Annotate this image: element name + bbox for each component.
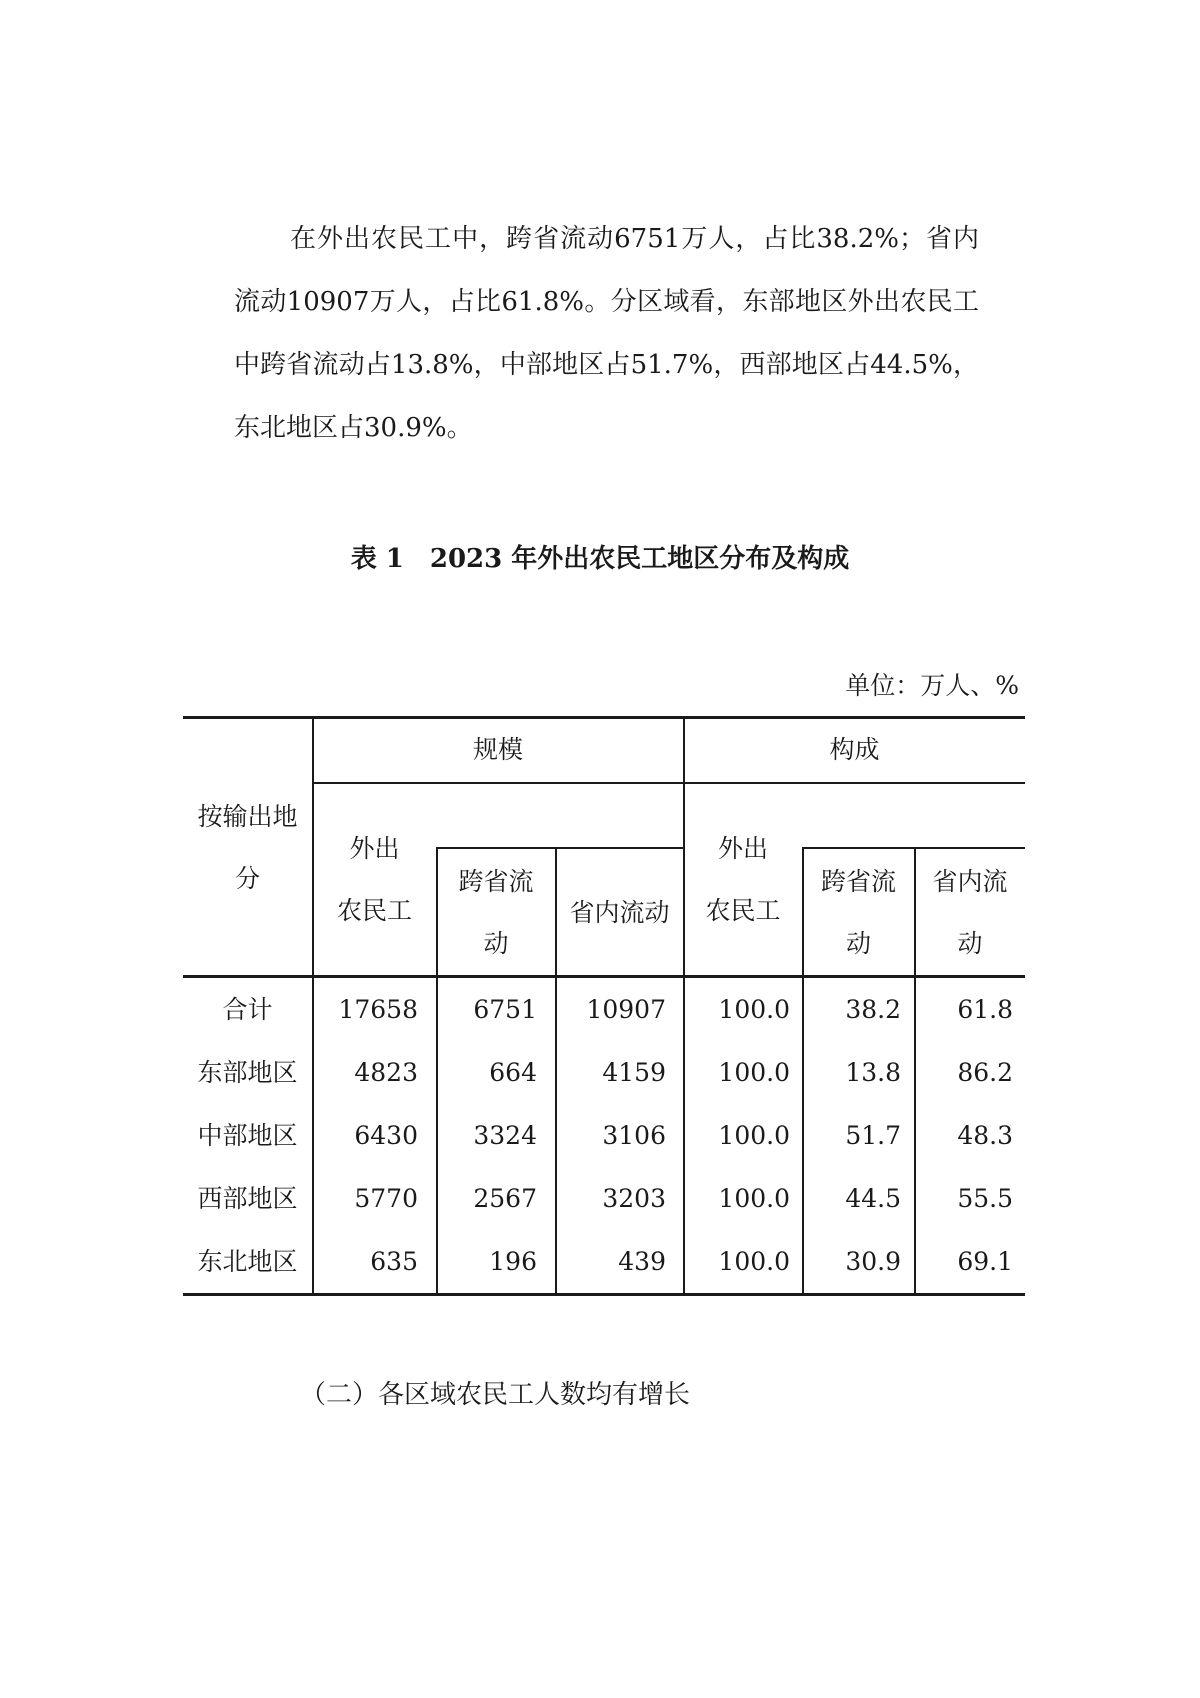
table-cell-pct-total: 100.0 — [718, 1058, 790, 1087]
table-cell-pct-cross: 13.8 — [845, 1058, 901, 1087]
table-cell-region: 东部地区 — [197, 1058, 298, 1087]
header-scale: 规模 — [472, 735, 523, 764]
table-cell-cross: 3324 — [473, 1121, 537, 1150]
table-cell-pct-within: 86.2 — [957, 1058, 1013, 1087]
table-cell-pct-total: 100.0 — [718, 1247, 790, 1276]
header-composition: 构成 — [829, 735, 880, 764]
table-cell-pct-within: 48.3 — [957, 1121, 1013, 1150]
table-cell-within: 3203 — [602, 1184, 666, 1213]
table-cell-pct-total: 100.0 — [718, 1184, 790, 1213]
table-bottom-rule — [183, 1293, 1025, 1296]
table-cell-region: 东北地区 — [197, 1247, 298, 1276]
table-cell-cross: 6751 — [473, 995, 537, 1024]
section-heading: （二）各区域农民工人数均有增长 — [300, 1380, 691, 1410]
header-within-scale: 省内流动 — [569, 898, 670, 927]
header-cross-composition: 跨省流 动 — [820, 867, 896, 958]
table-cell-pct-within: 55.5 — [957, 1184, 1013, 1213]
table-cell-pct-cross: 51.7 — [845, 1121, 901, 1150]
header-bottom-rule — [183, 975, 1025, 978]
body-paragraph: 在外出农民工中，跨省流动6751万人，占比38.2%；省内流动10907万人，占比61.8%。分区域看，东部地区外出农民工中跨省流动占13.8%，中部地区占51.7%，西部地区占44.5%，东北地区占30.9%。 — [234, 224, 979, 443]
table-cell-region: 西部地区 — [197, 1184, 298, 1213]
table-cell-total: 635 — [370, 1247, 418, 1276]
header-migrant-composition: 外出 农民工 — [705, 834, 781, 925]
divider — [436, 847, 683, 849]
divider — [313, 782, 1025, 784]
table-cell-within: 10907 — [586, 995, 666, 1024]
header-within-composition: 省内流 动 — [932, 867, 1008, 958]
table-cell-region: 中部地区 — [197, 1121, 298, 1150]
table-cell-total: 17658 — [338, 995, 418, 1024]
table-unit: 单位：万人、% — [845, 671, 1019, 700]
table-cell-region: 合计 — [222, 995, 273, 1024]
table-cell-cross: 664 — [489, 1058, 537, 1087]
table-cell-cross: 2567 — [473, 1184, 537, 1213]
table-cell-pct-cross: 30.9 — [845, 1247, 901, 1276]
table-cell-total: 6430 — [354, 1121, 418, 1150]
table-cell-pct-cross: 38.2 — [845, 995, 901, 1024]
table-cell-within: 4159 — [602, 1058, 666, 1087]
header-migrant-scale: 外出 农民工 — [336, 834, 412, 925]
table-cell-total: 4823 — [354, 1058, 418, 1087]
table-cell-within: 439 — [618, 1247, 666, 1276]
table-cell-total: 5770 — [354, 1184, 418, 1213]
table-cell-pct-total: 100.0 — [718, 995, 790, 1024]
table-cell-pct-within: 61.8 — [957, 995, 1013, 1024]
table-title: 表 1 2023 年外出农民工地区分布及构成 — [350, 544, 850, 574]
header-cross-scale: 跨省流 动 — [458, 867, 534, 958]
header-row-label: 按输出地 分 — [197, 802, 298, 893]
table-cell-pct-total: 100.0 — [718, 1121, 790, 1150]
table-cell-within: 3106 — [602, 1121, 666, 1150]
table-cell-pct-within: 69.1 — [957, 1247, 1013, 1276]
table-cell-cross: 196 — [489, 1247, 537, 1276]
table-cell-pct-cross: 44.5 — [845, 1184, 901, 1213]
